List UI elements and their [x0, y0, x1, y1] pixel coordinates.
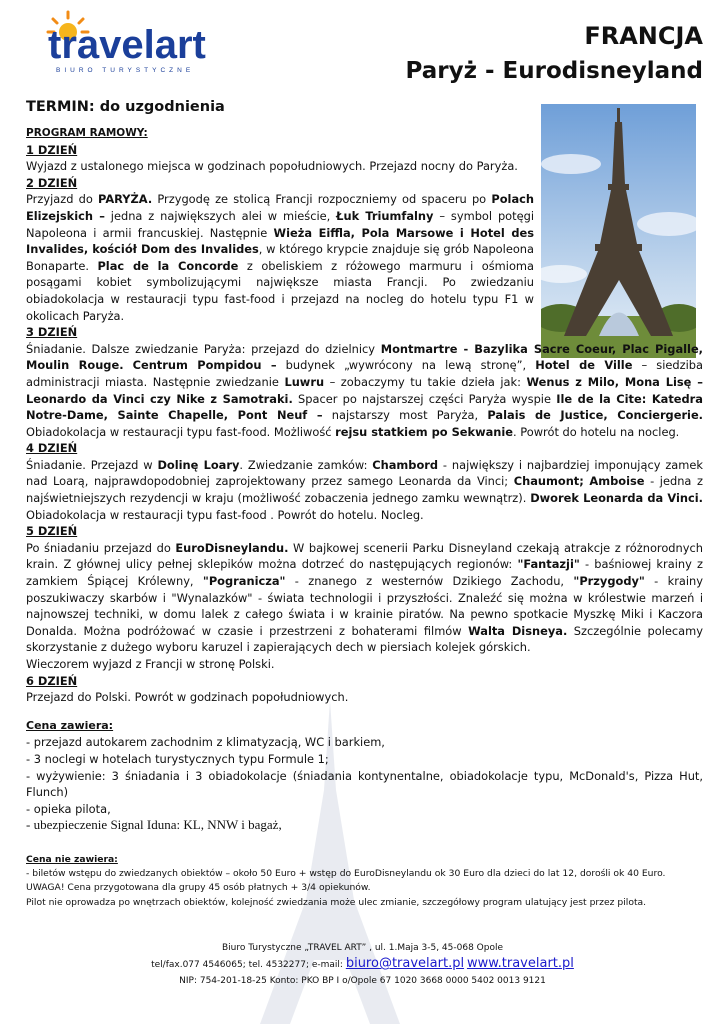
not-included-item: - biletów wstępu do zwiedzanych obiektów – około 50 Euro + wstęp do EuroDisneylandu ok 30 Euro dla dzieci do lat 12, dorośli ok 40 Euro.: [26, 868, 666, 880]
day-3-text: Śniadanie. Dalsze zwiedzanie Paryża: przejazd do dzielnicy Montmartre - Bazylika Sacre Coeur, Plac Pigalle, Moulin Rouge. Centrum Pompidou – budynek „wywrócony na lewą stronę”, Hotel de Ville – siedziba administracji miasta. Następnie zwiedzanie Luwru – zobaczymy tu takie dzieła jak: Wenus z Milo, Mona Lisę – Leonardo da Vinci czy Nike z Samotraki. Spacer po najstarszej części Paryża wyspie Ile de la Cite: Katedra Notre-Dame, Sainte Chapelle, Pont Neuf – najstarszy most Paryża, Palais de Justice, Conciergerie. Obiadokolacja w restauracji typu fast-food. Możliwość rejsu statkiem po Sekwanie. Powrót do hotelu na nocleg.: [26, 341, 704, 439]
day-5-departure: Wieczorem wyjazd z Francji w stronę Polski.: [26, 657, 275, 671]
day-6-text: Przejazd do Polski. Powrót w godzinach popołudniowych.: [26, 690, 349, 705]
logo-subtitle: BIURO TURYSTYCZNE: [56, 67, 195, 74]
email-link[interactable]: biuro@travelart.pl: [345, 956, 465, 971]
program-content: [26, 125, 703, 834]
footer-address: Biuro Turystyczne „TRAVEL ART” , ul. 1.Maja 3-5, 45-068 Opole: [221, 943, 503, 953]
day-2-label: 2 DZIEŃ: [26, 175, 78, 190]
day-6-label: 6 DZIEŃ: [26, 673, 78, 688]
footer: [0, 940, 725, 989]
day-5-label: 5 DZIEŃ: [26, 524, 78, 539]
not-included-section: [26, 853, 703, 910]
day-4-label: 4 DZIEŃ: [26, 441, 78, 456]
note-item: Pilot nie oprowadza po wnętrzach obiektów, kolejność zwiedzania może ulec zmianie, szczegółowy program ulatujący jest przez pilota.: [26, 896, 647, 908]
day-5-text: Po śniadaniu przejazd do EuroDisneylandu. W bajkowej scenerii Parku Disneyland czekają atrakcje z różnorodnych krain. Z głównej ulicy pełnej sklepików można dotrzeć do następujących regionów: "Fantazji" - baśniowej krainy z zamkiem Śpiącej Królewny, "Pogranicza" - znanego z westernów Dzikiego Zachodu, "Przygody" - krainy poszukiwaczy skarbów i "Wynalazków" - świata technologii i przyszłości. Znaleźć się można w królestwie marzeń i najnowszej techniki, w domu lalek z całego świata i w krainie piratów. Na pewno spotkacie Myszkę Miki i Kaczora Donalda. Można podróżować w czasie i przestrzeni z bohaterami filmów Walta Disneya. Szczególnie polecamy skorzystanie z dużego wyboru karuzel i zapierających dech w piersiach kolejek górskich.: [26, 540, 703, 655]
logo-wordmark: travelart: [48, 23, 206, 67]
country-title: FRANCJA: [584, 22, 703, 50]
route-title: Paryż - Eurodisneyland: [405, 58, 703, 84]
termin-heading: TERMIN: do uzgodnienia: [26, 99, 225, 115]
note-item: UWAGA! Cena przygotowana dla grupy 45 osób płatnych + 3/4 opiekunów.: [26, 882, 371, 894]
website-link[interactable]: www.travelart.pl: [466, 956, 574, 971]
includes-item: - ubezpieczenie Signal Iduna: KL, NNW i bagaż,: [26, 817, 282, 833]
includes-title: Cena zawiera:: [26, 718, 114, 732]
day-1-label: 1 DZIEŃ: [26, 142, 78, 157]
day-1-text: Wyjazd z ustalonego miejsca w godzinach popołudniowych. Przejazd nocny do Paryża.: [26, 159, 518, 174]
includes-item: - opieka pilota,: [26, 801, 111, 816]
day-3-label: 3 DZIEŃ: [26, 325, 78, 340]
includes-item: - przejazd autokarem zachodnim z klimatyzacją, WC i barkiem,: [26, 735, 385, 750]
travelart-logo: [44, 10, 224, 76]
includes-item: - wyżywienie: 3 śniadania i 3 obiadokolacje (śniadania kontynentalne, obiadokolacje typu, McDonald's, Pizza Hut, Flunch): [26, 768, 703, 800]
not-included-title: Cena nie zawiera:: [26, 854, 118, 865]
day-4-text: Śniadanie. Przejazd w Dolinę Loary. Zwiedzanie zamków: Chambord - największy i najbardziej imponujący zamek nad Loarą, najprawdopodobniej zaprojektowany przez samego Leonarda da Vinci; Chaumont; Amboise - jedna z najświetniejszych rezydencji w kraju (możliwość zobaczenia jednego zamku wewnątrz). Dworek Leonarda da Vinci. Obiadokolacja w restauracji typu fast-food . Powrót do hotelu. Nocleg.: [26, 457, 703, 522]
includes-item: - 3 noclegi w hotelach turystycznych typu Formule 1;: [26, 751, 329, 766]
program-label: PROGRAM RAMOWY:: [26, 127, 148, 139]
footer-bank: NIP: 754-201-18-25 Konto: PKO BP I o/Opole 67 1020 3668 0000 5402 0013 9121: [179, 976, 546, 986]
footer-contact: tel/fax.077 4546065; tel. 4532277; e-mail: biuro@travelart.pl www.travelart.pl: [151, 956, 574, 971]
day-2-text: Przyjazd do PARYŻA. Przygodę ze stolicą Francji rozpoczniemy od spaceru po Polach Elizejskich – jedna z największych alei w mieście, Łuk Triumfalny – symbol potęgi Napoleona i armii francuskiej. Następnie Wieża Eiffla, Pola Marsowe i Hotel des Invalides, kościół Dom des Invalides, w którego krypcie znajduje się grób Napoleona Bonaparte. Plac de la Concorde z obeliskiem z różowego marmuru i ośmioma posągami kobiet symbolizującymi największe miasta Francji. Po zwiedzaniu obiadokolacja w restauracji typu fast-food i przejazd na nocleg do hotelu typu F1 w okolicach Paryża.: [26, 192, 535, 323]
